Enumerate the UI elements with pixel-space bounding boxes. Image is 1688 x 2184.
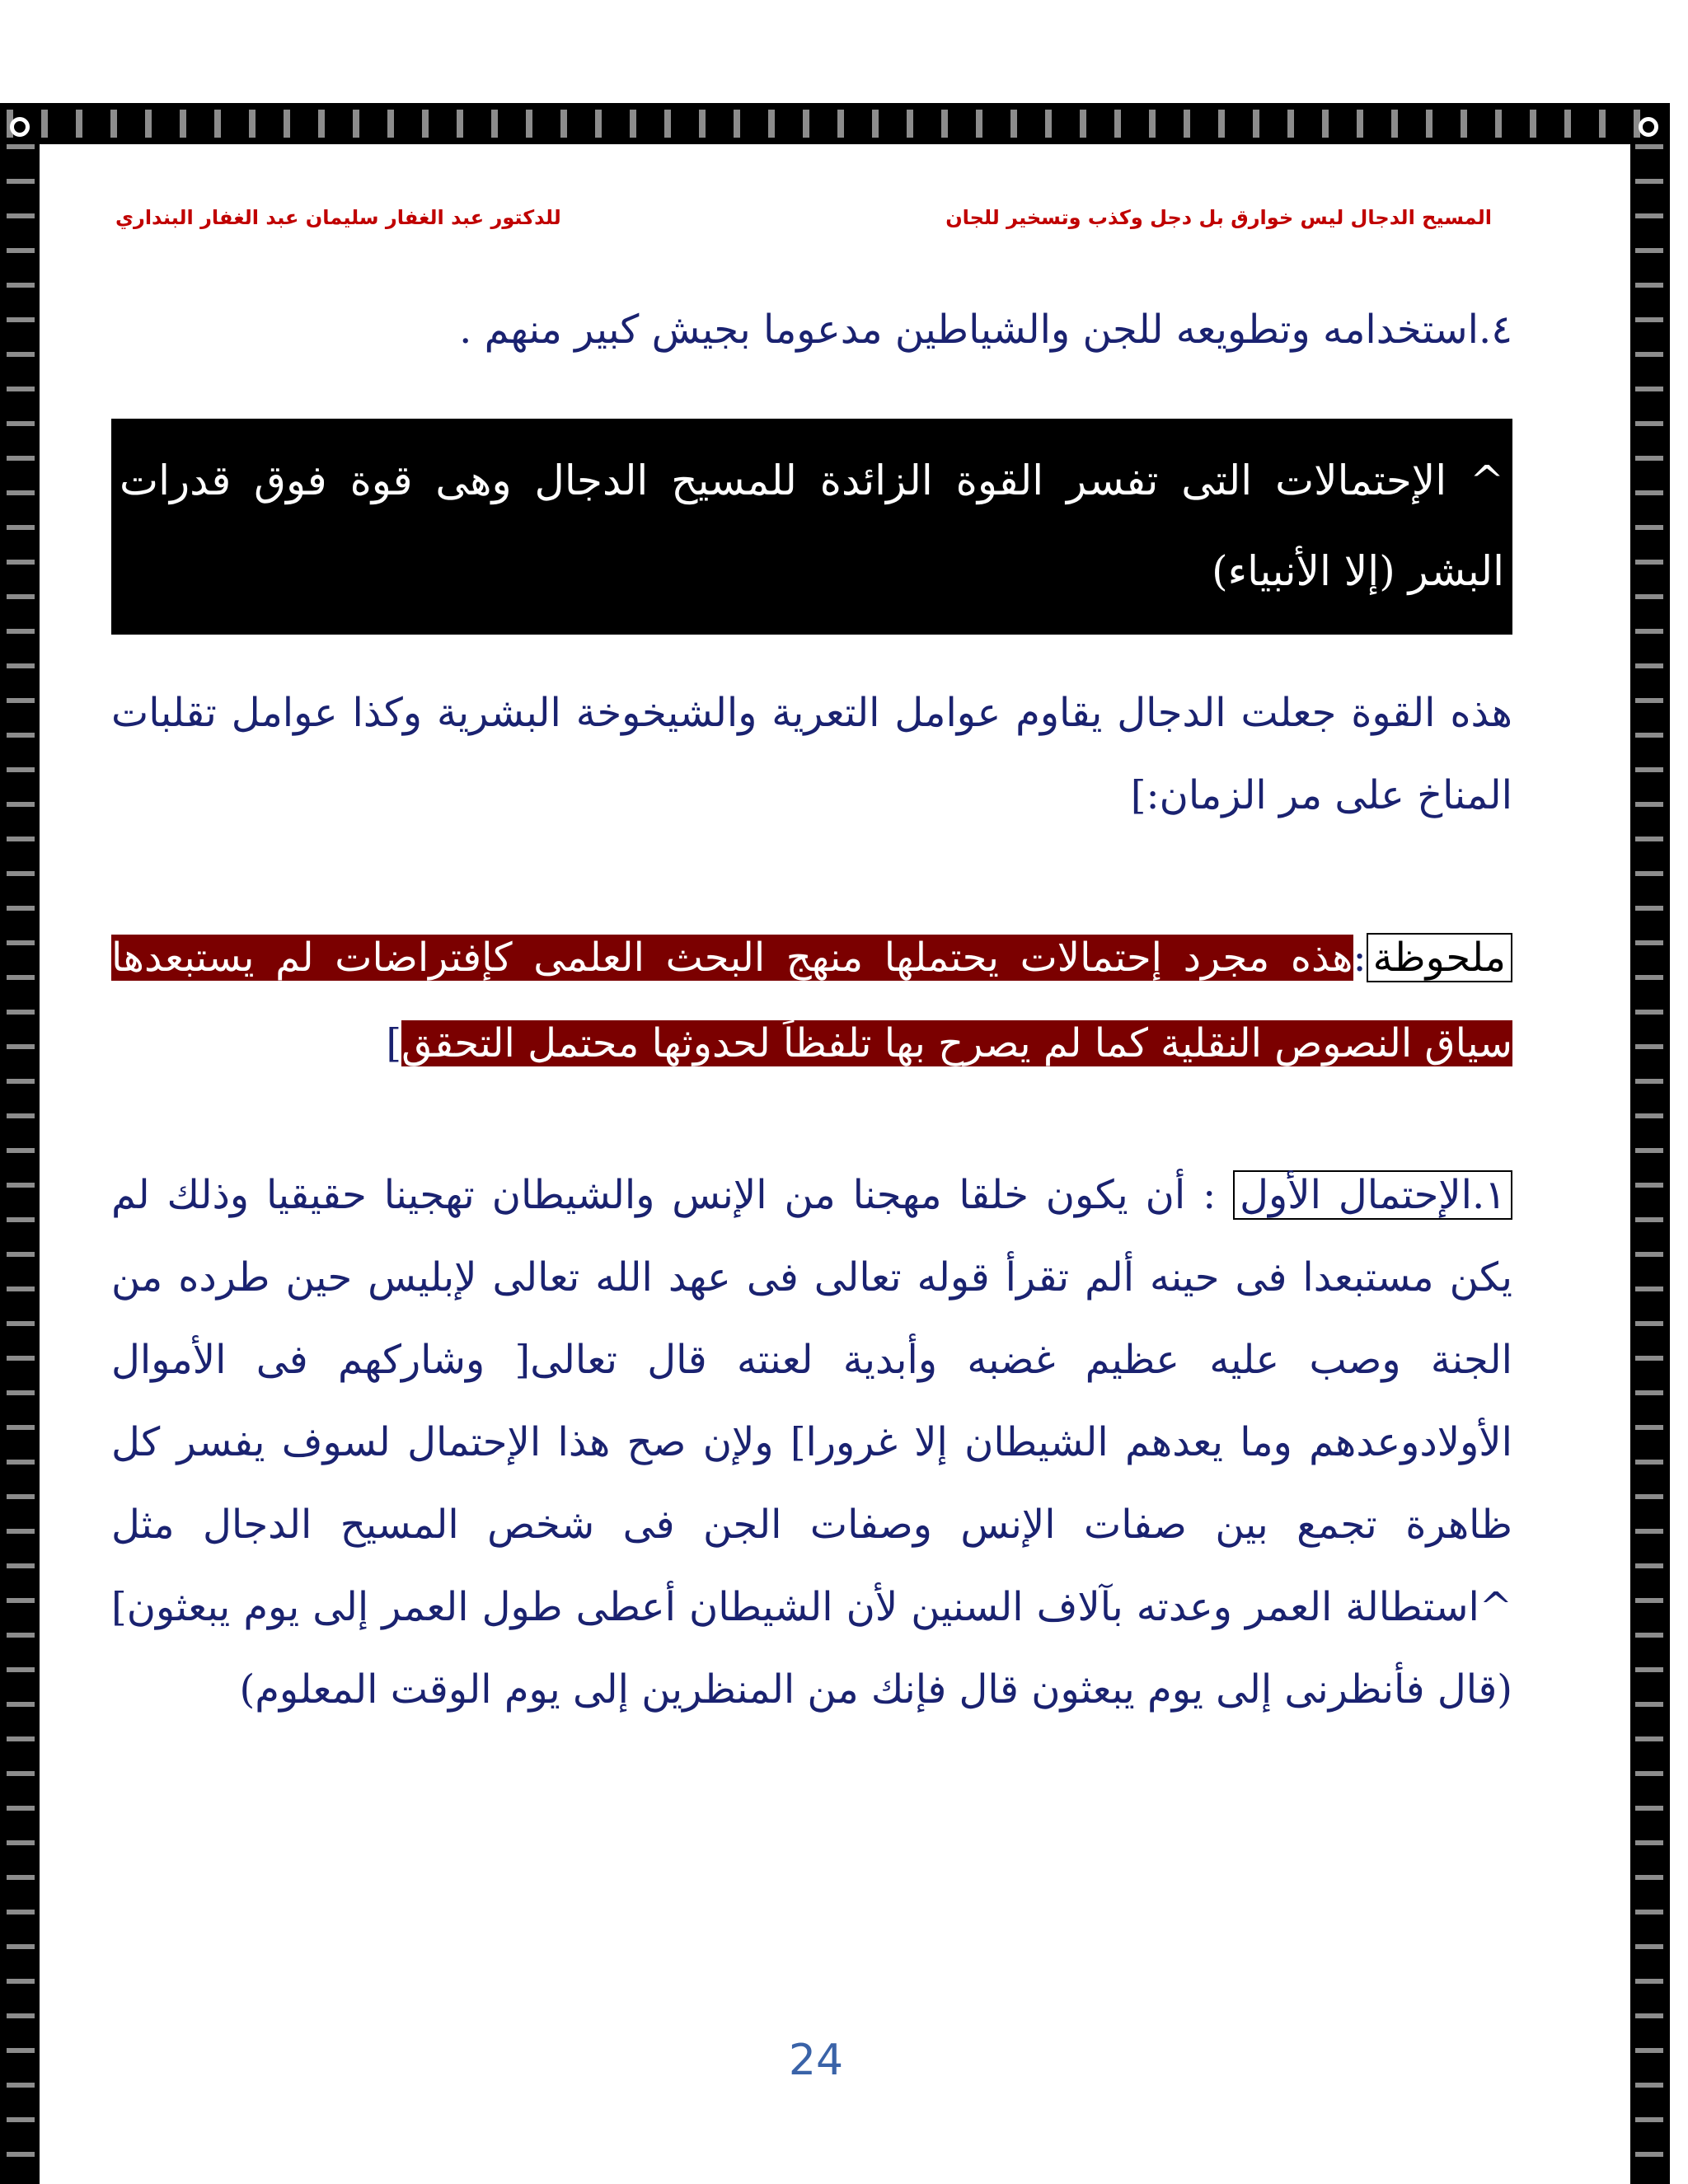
page-header [115, 206, 1492, 239]
note-highlight: هذه مجرد إحتمالات يحتملها منهج البحث العلمى كإفتراضات لم يستبعدها سياق النصوص النقلية كما لم يصرح بها تلفظاً لحدوثها محتمل التحقق [111, 935, 1512, 1066]
frame-corner-circle [10, 117, 30, 137]
first-possibility-text: : أن يكون خلقا مهجنا من الإنس والشيطان تهجينا حقيقيا وذلك لم يكن مستبعدا فى حينه ألم تقرأ قوله تعالى فى عهد الله تعالى لإبليس حين طرده من الجنة وصب عليه عظيم غضبه وأبدية لعنته قال تعالى[ وشاركهم فى الأموال الأولادوعدهم وما يعدهم الشيطان إلا غرورا] ولإن صح هذا الإحتمال لسوف يفسر كل ظاهرة تجمع بين صفات الإنس وصفات الجن فى شخص المسيح الدجال مثل ^استطالة العمر وعدته بآلاف السنين لأن الشيطان أعطى طول العمر إلى يوم يبعثون] (قال فأنظرنى إلى يوم يبعثون قال فإنك من المنظرين إلى يوم الوقت المعلوم) [111, 1172, 1512, 1713]
note-paragraph [111, 915, 1512, 1086]
frame-corner-circle [1639, 117, 1658, 137]
intro-paragraph: هذه القوة جعلت الدجال يقاوم عوامل التعرية والشيخوخة البشرية وكذا عوامل تقلبات المناخ على مر الزمان:] [111, 690, 1512, 818]
list-item-4: ٤.استخدامه وتطويعه للجن والشياطين مدعوما بجيش كبير منهم . [459, 307, 1512, 353]
page-number: 24 [788, 2036, 844, 2085]
note-label: ملحوظة [1367, 933, 1512, 982]
first-possibility-label: ١.الإحتمال الأول [1233, 1170, 1512, 1220]
section-heading-box: ^ الإحتمالات التى تفسر القوة الزائدة للمسيح الدجال وهى قوة فوق قدرات البشر (إلا الأنبياء) [111, 419, 1512, 635]
note-separator: : [1353, 935, 1367, 981]
frame-pattern-left [7, 144, 35, 2184]
book-title: المسيح الدجال ليس خوارق بل دجل وكذب وتسخير للجان [945, 206, 1492, 229]
note-end: ] [386, 1020, 402, 1066]
frame-pattern-right [1635, 144, 1663, 2184]
decorative-frame [0, 103, 1670, 2184]
author-name: للدكتور عبد الغفار سليمان عبد الغفار البنداري [115, 206, 561, 229]
first-possibility-paragraph [111, 1154, 1512, 1731]
